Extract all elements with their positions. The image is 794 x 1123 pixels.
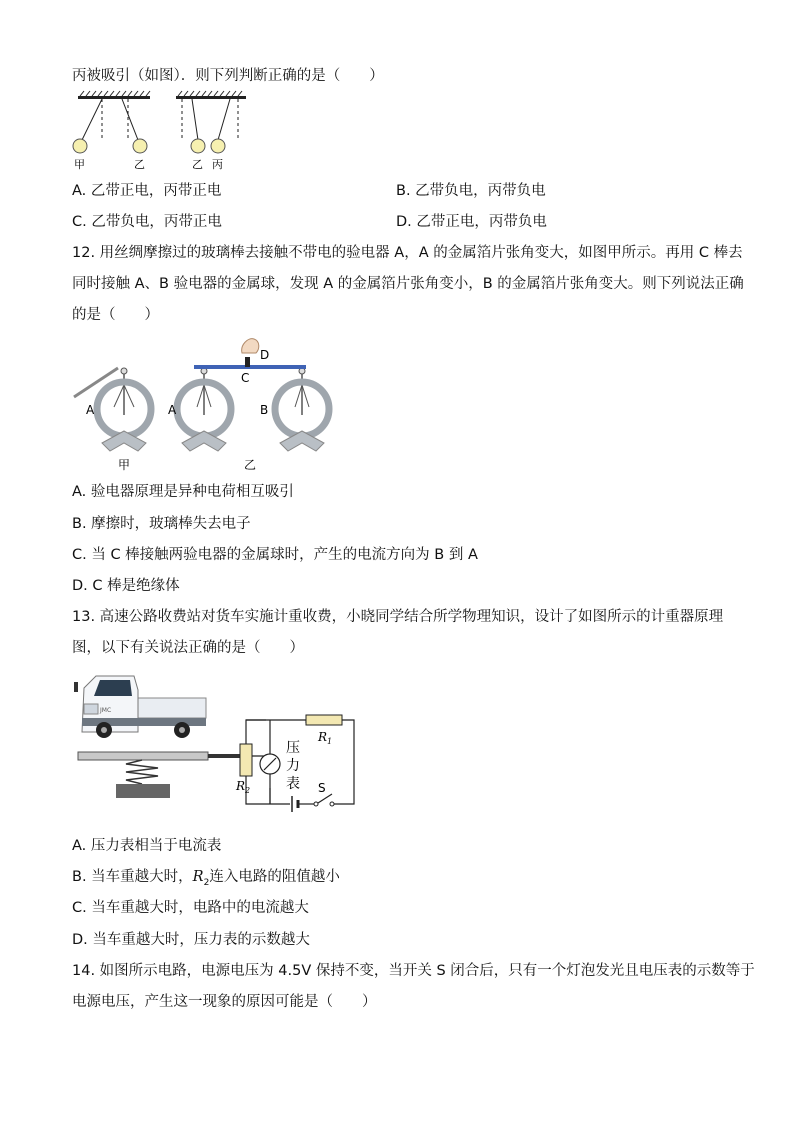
electroscope-yi-a bbox=[177, 368, 231, 451]
truck-brand: JMC bbox=[100, 707, 112, 714]
c-rod-handle bbox=[245, 357, 250, 367]
q13-option-c: C. 当车重越大时，电路中的电流越大 bbox=[72, 900, 309, 916]
q13-option-b bbox=[72, 867, 340, 893]
ball-yi-left bbox=[133, 139, 147, 153]
q11-stem-tail: 丙被吸引（如图）．则下列判断正确的是（ ） bbox=[72, 68, 384, 84]
q13-stem-line-1: 13. 高速公路收费站对货车实施计重收费，小晓同学结合所学物理知识，设计了如图所示的计重器原理 bbox=[72, 609, 724, 625]
q12-stem-line-3: 的是（ ） bbox=[72, 307, 159, 323]
q12-option-a: A. 验电器原理是异种电荷相互吸引 bbox=[72, 484, 294, 500]
label-bing: 丙 bbox=[212, 158, 223, 171]
q14-stem-line-1: 14. 如图所示电路，电源电压为 4.5V 保持不变，当开关 S 闭合后，只有一个灯泡发光且电压表的示数等于 bbox=[72, 963, 755, 979]
hand-icon bbox=[242, 339, 259, 353]
label-r1-sub: 1 bbox=[327, 737, 333, 746]
resistor-r1 bbox=[306, 715, 342, 725]
spring bbox=[126, 760, 158, 784]
label-yi-right: 乙 bbox=[192, 158, 203, 171]
q12-option-c: C. 当 C 棒接触两验电器的金属球时，产生的电流方向为 B 到 A bbox=[72, 547, 478, 563]
meter-label-1: 压 bbox=[286, 740, 300, 756]
q12-option-d: D. C 棒是绝缘体 bbox=[72, 578, 180, 594]
q13-stem-line-2: 图，以下有关说法正确的是（ ） bbox=[72, 640, 304, 656]
electroscope-jia bbox=[97, 368, 151, 451]
svg-text:R1 bbox=[317, 730, 332, 746]
label-r2-sub: 2 bbox=[245, 786, 251, 795]
svg-text:R2 bbox=[235, 779, 250, 795]
label-r2: R bbox=[236, 779, 246, 793]
q13-option-b-prefix: B. 当车重越大时， bbox=[72, 869, 193, 885]
label-a-yi: A bbox=[168, 403, 177, 417]
q11-option-a: A. 乙带正电，丙带正电 bbox=[72, 183, 222, 199]
label-b-yi: B bbox=[260, 403, 269, 417]
q11-pendulum-figure bbox=[70, 94, 270, 174]
meter-label-3: 表 bbox=[286, 776, 300, 792]
q12-stem-line-1: 12. 用丝绸摩擦过的玻璃棒去接触不带电的验电器 A，A 的金属箔片张角变大，如图甲所示。再用 C 棒去 bbox=[72, 245, 743, 261]
ball-jia bbox=[73, 139, 87, 153]
meter-label-2: 力 bbox=[286, 758, 300, 774]
ceiling-right bbox=[176, 91, 246, 99]
ball-bing bbox=[211, 139, 225, 153]
label-jia: 甲 bbox=[74, 158, 85, 171]
q13-option-a: A. 压力表相当于电流表 bbox=[72, 838, 222, 854]
q12-option-b: B. 摩擦时，玻璃棒失去电子 bbox=[72, 516, 251, 532]
label-c: C bbox=[241, 371, 250, 385]
ceiling-left bbox=[78, 91, 150, 99]
q12-stem-line-2: 同时接触 A、B 验电器的金属球，发现 A 的金属箔片张角变小，B 的金属箔片张角变大。则下列说法正确 bbox=[72, 276, 744, 292]
q11-option-d: D. 乙带正电，丙带负电 bbox=[396, 214, 547, 230]
q13-weighing-figure bbox=[70, 668, 360, 818]
q13-option-b-var: R bbox=[192, 869, 204, 885]
truck-image bbox=[74, 676, 206, 738]
label-d: D bbox=[260, 348, 270, 362]
base-block bbox=[116, 784, 170, 798]
electroscope-yi-b bbox=[275, 368, 329, 451]
label-jia: 甲 bbox=[118, 458, 131, 472]
switch-s bbox=[318, 794, 332, 803]
q12-electroscope-figure bbox=[70, 335, 340, 475]
q13-option-b-suffix: 连入电路的阻值越小 bbox=[209, 869, 340, 885]
q14-stem-line-2: 电源电压，产生这一现象的原因可能是（ ） bbox=[72, 994, 377, 1010]
weigh-platform bbox=[78, 752, 208, 760]
q11-option-c: C. 乙带负电，丙带正电 bbox=[72, 214, 222, 230]
ball-yi-right bbox=[191, 139, 205, 153]
label-s: S bbox=[318, 781, 326, 795]
q11-option-b: B. 乙带负电，丙带负电 bbox=[396, 183, 546, 199]
label-a-jia: A bbox=[86, 403, 95, 417]
label-yi: 乙 bbox=[244, 458, 257, 472]
q13-option-d: D. 当车重越大时，压力表的示数越大 bbox=[72, 932, 310, 948]
resistor-r2 bbox=[240, 744, 252, 776]
q13-option-b-sub: 2 bbox=[203, 877, 210, 888]
label-r1: R bbox=[318, 730, 328, 744]
label-yi-left: 乙 bbox=[134, 158, 145, 171]
